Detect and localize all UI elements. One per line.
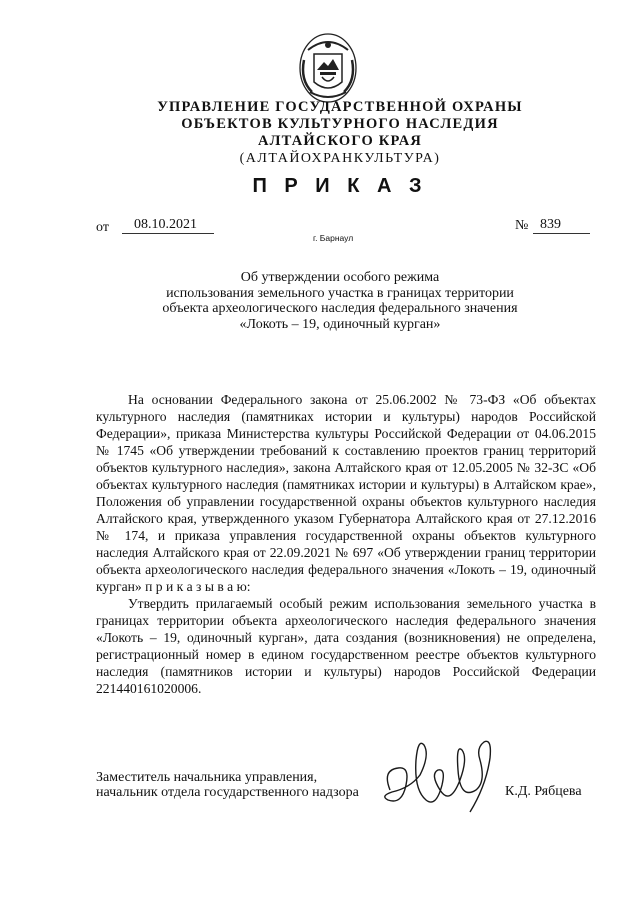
handwritten-signature [380,730,500,825]
document-date: 08.10.2021 [122,217,214,234]
number-prefix: № [515,218,529,233]
subject-line-3: объекта археологического наследия федерального значения [162,301,518,316]
subject-line-1: Об утверждении особого режима [240,270,440,285]
body-paragraph-2: Утвердить прилагаемый особый режим использования земельного участка в границах территории объекта археологического наследия федерального значения «Локоть – 19, одиночный курган», дата создания (возникновения) не определена, регистрационный номер в едином государственном реестре объектов культурного наследия (памятников истории и культуры) народов Российской Федерации 221440161020006. [96,596,596,696]
altai-krai-emblem-icon [298,30,358,104]
org-name-line-2: ОБЪЕКТОВ КУЛЬТУРНОГО НАСЛЕДИЯ [181,116,499,132]
subject-line-2: использования земельного участка в границах территории [166,285,514,301]
document-title: П Р И К А З [252,175,428,197]
date-prefix: от [96,220,109,235]
document-city: г. Барнаул [313,233,354,243]
position-line-1: Заместитель начальника управления, [96,770,318,785]
org-name-line-3: АЛТАЙСКОГО КРАЯ [257,133,423,149]
position-line-2: начальник отдела государственного надзора [96,785,359,800]
subject-line-4: «Локоть – 19, одиночный курган» [239,316,441,332]
order-body [96,391,596,697]
order-subject [0,270,640,332]
org-name-line-1: УПРАВЛЕНИЕ ГОСУДАРСТВЕННОЙ ОХРАНЫ [157,99,523,115]
signatory-position [96,770,359,800]
signatory-name: К.Д. Рябцева [505,784,582,799]
document-number: 839 [533,217,590,234]
org-short-name: (АЛТАЙОХРАНКУЛЬТУРА) [239,151,441,166]
body-paragraph-1: На основании Федерального закона от 25.06.2002 № 73-ФЗ «Об объектах культурного наследия (памятниках истории и культуры) народов Российской Федерации», приказа Министерства культуры Российской Федерации от 04.06.2015 № 1745 «Об утверждении требований к составлению проектов границ территорий объектов культурного наследия», закона Алтайского края от 12.05.2005 № 32-ЗС «Об объектах культурного наследия (памятниках истории и культуры) в Алтайском крае», Положения об управлении государственной охраны объектов культурного наследия Алтайского края, утвержденного указом Губернатора Алтайского края от 27.12.2016 № 174, и приказа управления государственной охраны объектов культурного наследия Алтайского края от 22.09.2021 № 697 «Об утверждении границ территории объекта археологического наследия федерального значения «Локоть – 19, одиночный курган» п р и к а з ы в а ю: [96,392,596,594]
